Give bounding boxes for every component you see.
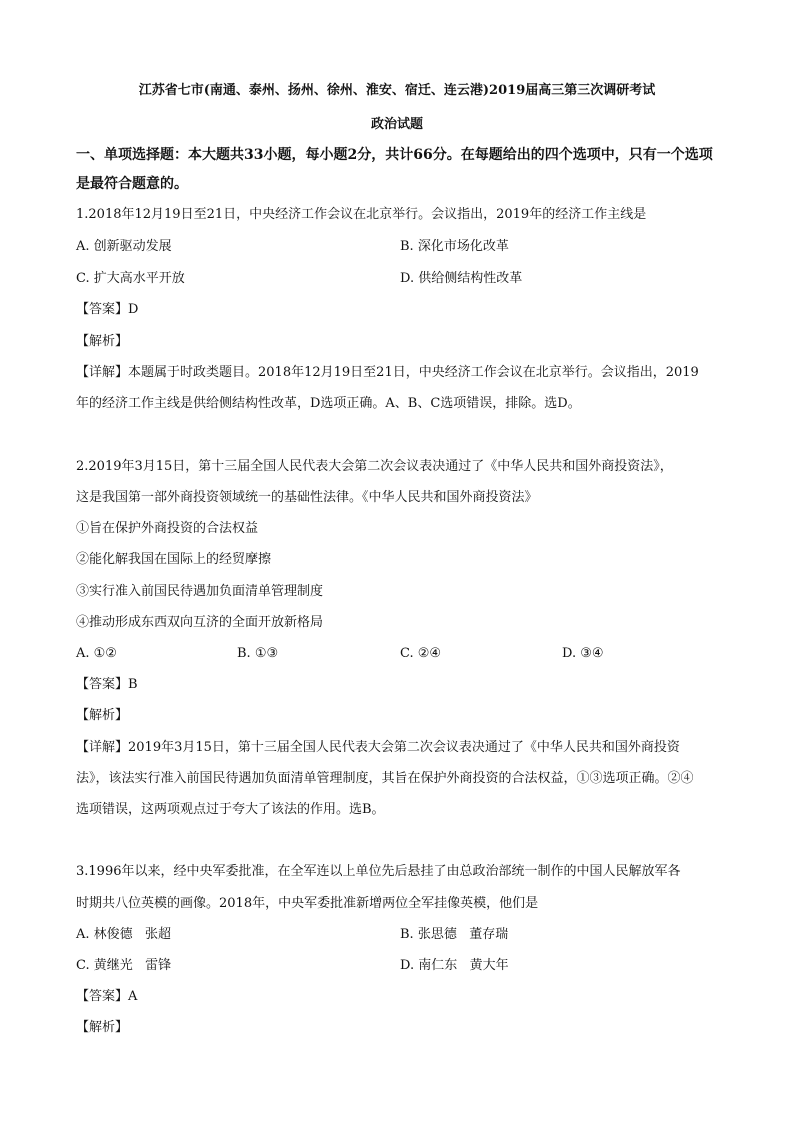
- q2-item-1: ①旨在保护外商投资的合法权益: [76, 521, 259, 536]
- section-heading-line-1: 一、单项选择题：本大题共33小题，每小题2分，共计66分。在每题给出的四个选项中，只有一个选项: [76, 147, 713, 163]
- q2-item-4: ④推动形成东西双向互济的全面开放新格局: [76, 615, 324, 630]
- q3-option-d: D. 南仁东 黄大年: [400, 958, 509, 973]
- q1-option-b: B. 深化市场化改革: [400, 239, 509, 254]
- q3-option-a: A. 林俊德 张超: [76, 927, 172, 942]
- exam-subtitle: 政治试题: [370, 117, 423, 132]
- q1-detail-line-2: 年的经济工作主线是供给侧结构性改革，D选项正确。A、B、C选项错误，排除。选D。: [76, 396, 581, 411]
- q3-analysis-label: 【解析】: [76, 1020, 129, 1035]
- q3-answer: 【答案】A: [76, 989, 138, 1004]
- q2-analysis-label: 【解析】: [76, 708, 129, 723]
- q2-detail-line-1: 【详解】2019年3月15日，第十三届全国人民代表大会第二次会议表决通过了《中华人民共和国外商投资: [76, 740, 680, 755]
- q2-answer: 【答案】B: [76, 677, 138, 692]
- q2-option-c: C. ②④: [400, 646, 442, 661]
- q2-option-a: A. ①②: [76, 646, 117, 661]
- q2-item-3: ③实行准入前国民待遇加负面清单管理制度: [76, 584, 324, 599]
- q1-option-c: C. 扩大高水平开放: [76, 271, 185, 286]
- q3-stem-line-1: 3.1996年以来，经中央军委批准，在全军连以上单位先后悬挂了由总政治部统一制作的中国人民解放军各: [76, 864, 681, 879]
- q3-stem-line-2: 时期共八位英模的画像。2018年，中央军委批准新增两位全军挂像英模，他们是: [76, 896, 539, 911]
- section-heading-line-2: 是最符合题意的。: [76, 176, 188, 192]
- q2-item-2: ②能化解我国在国际上的经贸摩擦: [76, 552, 272, 567]
- q2-stem-line-2: 这是我国第一部外商投资领域统一的基础性法律。《中华人民共和国外商投资法》: [76, 490, 538, 505]
- q2-detail-line-3: 选项错误，这两项观点过于夸大了该法的作用。选B。: [76, 802, 385, 817]
- q1-stem: 1.2018年12月19日至21日，中央经济工作会议在北京举行。会议指出，2019年的经济工作主线是: [76, 207, 647, 222]
- q2-option-b: B. ①③: [237, 646, 279, 661]
- q1-option-a: A. 创新驱动发展: [76, 239, 172, 254]
- q2-option-d: D. ③④: [562, 646, 604, 661]
- q1-detail-line-1: 【详解】本题属于时政类题目。2018年12月19日至21日，中央经济工作会议在北京举行。会议指出，2019: [76, 365, 699, 380]
- q2-detail-line-2: 法》，该法实行准入前国民待遇加负面清单管理制度，其旨在保护外商投资的合法权益，①③选项正确。②④: [76, 771, 694, 786]
- q3-option-b: B. 张思德 董存瑞: [400, 927, 509, 942]
- q3-option-c: C. 黄继光 雷锋: [76, 958, 172, 973]
- q2-stem-line-1: 2.2019年3月15日，第十三届全国人民代表大会第二次会议表决通过了《中华人民共和国外商投资法》，: [76, 459, 673, 474]
- q1-answer: 【答案】D: [76, 302, 139, 317]
- exam-title: 江苏省七市(南通、泰州、扬州、徐州、淮安、宿迁、连云港)2019届高三第三次调研考试: [138, 83, 656, 98]
- q1-option-d: D. 供给侧结构性改革: [400, 271, 523, 286]
- q1-analysis-label: 【解析】: [76, 334, 129, 349]
